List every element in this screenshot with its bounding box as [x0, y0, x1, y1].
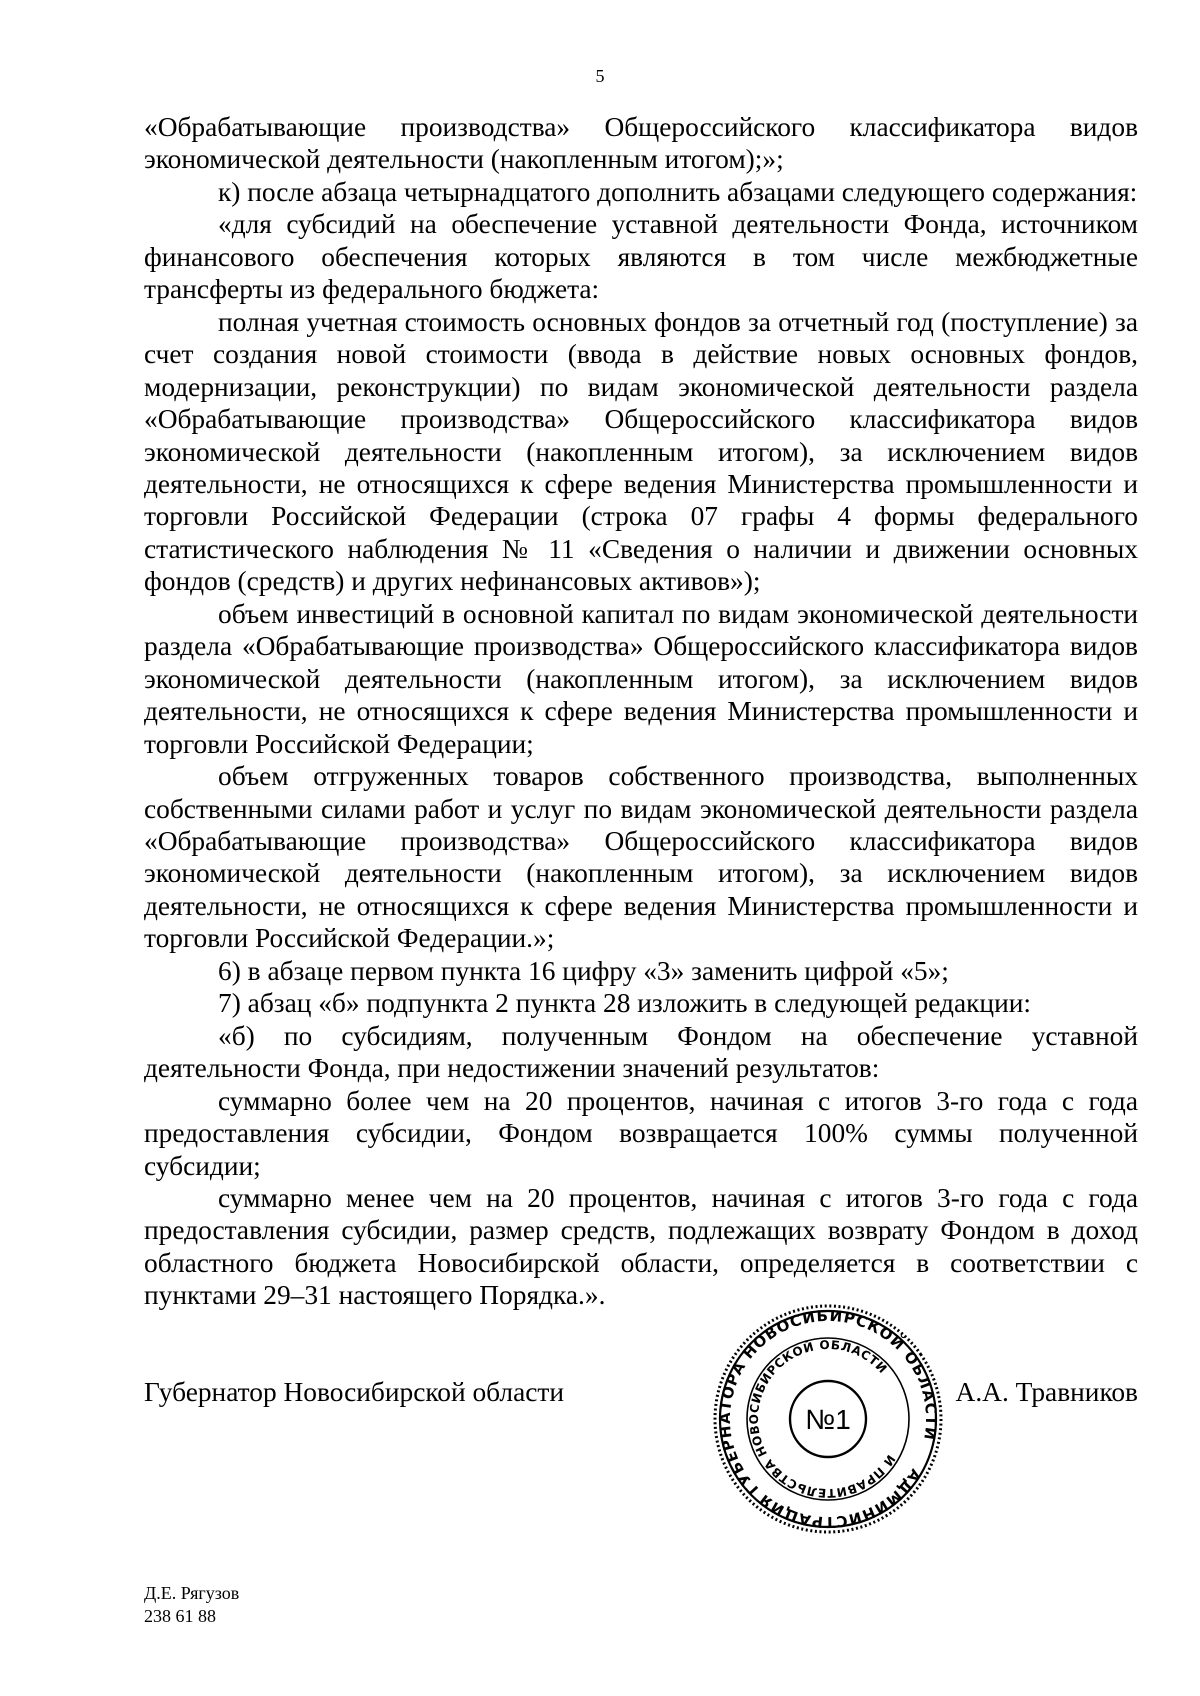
paragraph-9: «б) по субсидиям, полученным Фондом на обеспечение уставной деятельности Фонда, при недостижении значений результатов:: [144, 1020, 1138, 1084]
paragraph-4: полная учетная стоимость основных фондов за отчетный год (поступление) за счет создания новой стоимости (ввода в действие новых основных фондов, модернизации, реконструкции) по видам экономической деятельности раздела «Обрабатывающие производства» Общероссийского классификатора видов экономической деятельности (накопленным итогом), за исключением видов деятельности, не относящихся к сфере ведения Министерства промышленности и торговли Российской Федерации (строка 07 графы 4 формы федерального статистического наблюдения № 11 «Сведения о наличии и движении основных фондов (средств) и других нефинансовых активов»);: [144, 306, 1138, 597]
paragraph-7: 6) в абзаце первом пункта 16 цифру «3» заменить цифрой «5»;: [218, 955, 949, 986]
paragraph-5: объем инвестиций в основной капитал по видам экономической деятельности раздела «Обрабатывающие производства» Общероссийского классификатора видов экономической деятельности (накопленным итогом), за исключением видов деятельности, не относящихся к сфере ведения Министерства промышленности и торговли Российской Федерации;: [144, 598, 1138, 759]
document-body: [144, 111, 1138, 1312]
paragraph-8: 7) абзац «б» подпункта 2 пункта 28 изложить в следующей редакции:: [218, 988, 1032, 1019]
signature-block: [144, 1375, 1138, 1415]
page-number: 5: [595, 66, 605, 86]
signatory-title: Губернатор Новосибирской области: [144, 1377, 565, 1407]
executor-name: Д.Е. Рягузов: [144, 1583, 240, 1603]
paragraph-6: объем отгруженных товаров собственного производства, выполненных собственными силами работ и услуг по видам экономической деятельности раздела «Обрабатывающие производства» Общероссийского классификатора видов экономической деятельности (накопленным итогом), за исключением видов деятельности, не относящихся к сфере ведения Министерства промышленности и торговли Российской Федерации.»;: [144, 761, 1138, 954]
paragraph-11: суммарно менее чем на 20 процентов, начиная с итогов 3-го года с года предоставления субсидии, размер средств, подлежащих возврату Фондом в доход областного бюджета Новосибирской области, определяется в соответствии с пунктами 29–31 настоящего Порядка.».: [144, 1182, 1138, 1311]
executor-phone: 238 61 88: [144, 1606, 216, 1626]
executor-info: [144, 1582, 239, 1628]
paragraph-3: «для субсидий на обеспечение уставной деятельности Фонда, источником финансового обеспечения которых являются в том числе межбюджетные трансферты из федерального бюджета:: [144, 209, 1138, 305]
seal-inner-text: И ПРАВИТЕЛЬСТВА НОВОСИБИРСКОЙ ОБЛАСТИ: [746, 1337, 898, 1501]
signatory-name: А.А. Травников: [955, 1377, 1138, 1407]
official-seal: [712, 1303, 944, 1535]
paragraph-10: суммарно более чем на 20 процентов, начиная с итогов 3-го года с года предоставления субсидии, Фондом возвращается 100% суммы полученной субсидии;: [144, 1085, 1138, 1181]
seal-outer-text: АДМИНИСТРАЦИЯ ГУБЕРНАТОРА НОВОСИБИРСКОЙ ОБЛАСТИ: [715, 1306, 941, 1532]
paragraph-1: «Обрабатывающие производства» Общероссийского классификатора видов экономической деятельности (накопленным итогом);»;: [144, 112, 1138, 175]
paragraph-2: к) после абзаца четырнадцатого дополнить абзацами следующего содержания:: [218, 176, 1138, 207]
seal-center-number: №1: [805, 1404, 851, 1435]
